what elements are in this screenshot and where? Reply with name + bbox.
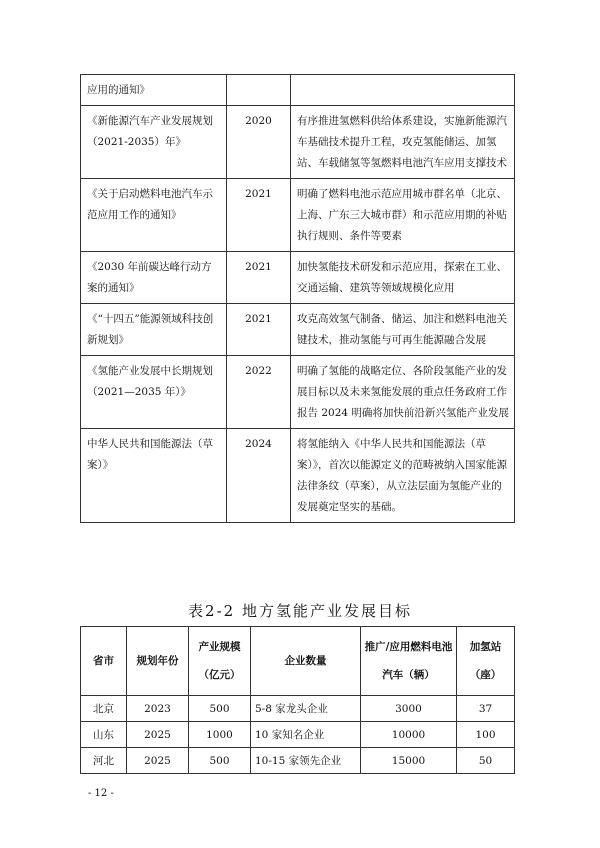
policy-content-cell: 将氢能纳入《中华人民共和国能源法（草案）》，首次以能源定义的范畴被纳入国家能源法律条纹（草案），从立法层面为氢能产业的发展奠定坚实的基础。 [291,429,515,523]
policy-name-cell: 中华人民共和国能源法（草案）》 [81,429,227,523]
table-cell: 15000 [361,748,457,774]
policy-name-cell: 《关于启动燃料电池汽车示范应用工作的通知》 [81,179,227,252]
policy-row [81,252,515,304]
table-cell: 3000 [361,696,457,722]
policy-year-cell: 2024 [227,429,291,523]
column-header: 规划年份 [127,627,189,696]
policy-name-cell: 《2030 年前碳达峰行动方案的通知》 [81,252,227,304]
policy-year-cell: 2020 [227,106,291,179]
policy-name-cell: 应用的通知》 [81,75,227,106]
table-cell: 100 [457,722,515,748]
table-cell: 10 家知名企业 [251,722,361,748]
policy-row [81,429,515,523]
table-cell: 2025 [127,722,189,748]
policy-table [80,74,515,523]
policy-row [81,179,515,252]
policy-year-cell: 2022 [227,356,291,429]
policy-content-cell [291,75,515,106]
policy-content-cell: 明确了氢能的战略定位、各阶段氢能产业的发展目标以及未来氢能发展的重点任务政府工作报告 2024 明确将加快前沿新兴氢能产业发展 [291,356,515,429]
table-cell: 10-15 家领先企业 [251,748,361,774]
policy-name-cell: 《“十四五”能源领域科技创新规划》 [81,304,227,356]
policy-content-cell: 明确了燃料电池示范应用城市群名单（北京、上海、广东三大城市群）和示范应用期的补贴执行规则、条件等要素 [291,179,515,252]
column-header: 省市 [81,627,127,696]
policy-row [81,304,515,356]
column-header: 企业数量 [251,627,361,696]
column-header: 推广/应用燃料电池汽车（辆） [361,627,457,696]
table-cell: 北京 [81,696,127,722]
policy-year-cell: 2021 [227,252,291,304]
table-row [81,722,515,748]
policy-name-cell: 《新能源汽车产业发展规划（2021-2035）年》 [81,106,227,179]
table-cell: 河北 [81,748,127,774]
policy-content-cell: 加快氢能技术研发和示范应用，探索在工业、交通运输、建筑等领域规模化应用 [291,252,515,304]
table-cell: 5-8 家龙头企业 [251,696,361,722]
table-row [81,748,515,774]
table-cell: 山东 [81,722,127,748]
policy-row [81,75,515,106]
table-row [81,696,515,722]
table-cell: 500 [189,696,251,722]
table-caption: 表2-2 地方氢能产业发展目标 [188,602,412,620]
table-cell: 2023 [127,696,189,722]
policy-row [81,106,515,179]
policy-content-cell: 攻克高效氢气制备、储运、加注和燃料电池关键技术，推动氢能与可再生能源融合发展 [291,304,515,356]
policy-year-cell [227,75,291,106]
table-cell: 500 [189,748,251,774]
page-number: - 12 - [88,788,114,799]
policy-row [81,356,515,429]
policy-content-cell: 有序推进氢燃料供给体系建设，实施新能源汽车基础技术提升工程，攻克氢能储运、加氢站、车载储氢等氢燃料电池汽车应用支撑技术 [291,106,515,179]
table-cell: 37 [457,696,515,722]
policy-name-cell: 《氢能产业发展中长期规划（2021—2035 年）》 [81,356,227,429]
table-cell: 2025 [127,748,189,774]
policy-year-cell: 2021 [227,304,291,356]
column-header: 产业规模（亿元） [189,627,251,696]
column-header: 加氢站（座） [457,627,515,696]
targets-table [80,626,515,774]
table-cell: 10000 [361,722,457,748]
table-cell: 50 [457,748,515,774]
table-cell: 1000 [189,722,251,748]
policy-year-cell: 2021 [227,179,291,252]
